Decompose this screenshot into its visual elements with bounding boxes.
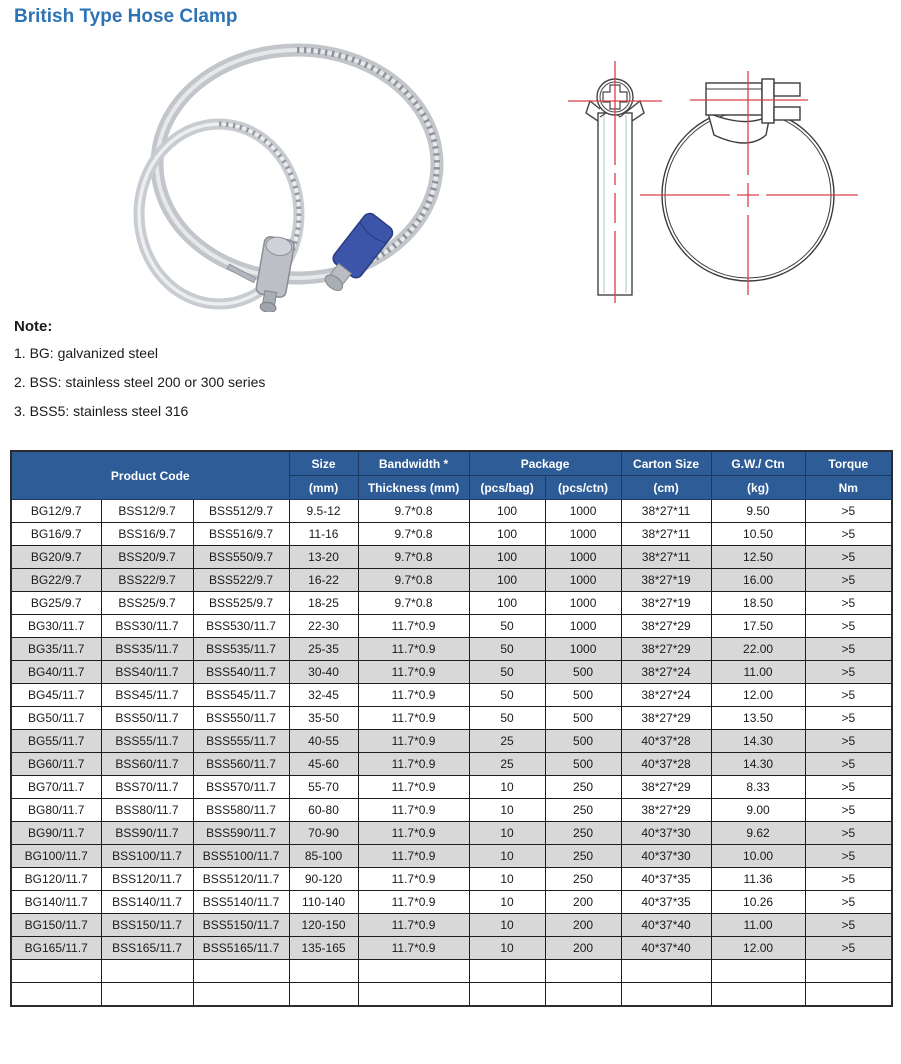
table-empty-row — [11, 960, 892, 983]
table-row — [11, 753, 892, 776]
table-cell: 25 — [469, 730, 545, 753]
table-cell: BG45/11.7 — [11, 684, 101, 707]
table-empty-row — [11, 983, 892, 1007]
table-cell-empty — [289, 983, 358, 1007]
table-cell: 50 — [469, 684, 545, 707]
table-row — [11, 500, 892, 523]
table-cell-empty — [193, 960, 289, 983]
table-row — [11, 776, 892, 799]
table-cell: 11.00 — [711, 914, 805, 937]
table-cell: BG100/11.7 — [11, 845, 101, 868]
table-cell: 18-25 — [289, 592, 358, 615]
table-cell: 11.7*0.9 — [358, 638, 469, 661]
header-package: Package — [469, 451, 621, 476]
table-cell-empty — [621, 983, 711, 1007]
header-bandwidth: Bandwidth * — [358, 451, 469, 476]
table-cell: 38*27*24 — [621, 661, 711, 684]
table-cell: BSS45/11.7 — [101, 684, 193, 707]
table-cell: 200 — [545, 937, 621, 960]
table-cell: >5 — [805, 592, 892, 615]
table-cell: BSS516/9.7 — [193, 523, 289, 546]
table-cell: 11.7*0.9 — [358, 914, 469, 937]
table-cell: >5 — [805, 569, 892, 592]
table-cell: 9.50 — [711, 500, 805, 523]
table-cell: BSS5140/11.7 — [193, 891, 289, 914]
table-cell: >5 — [805, 914, 892, 937]
header-torque: Torque — [805, 451, 892, 476]
table-cell: BG140/11.7 — [11, 891, 101, 914]
table-row — [11, 638, 892, 661]
table-cell: BG150/11.7 — [11, 914, 101, 937]
header-gw-unit: (kg) — [711, 476, 805, 500]
table-cell: 11.7*0.9 — [358, 615, 469, 638]
header-pcs-ctn: (pcs/ctn) — [545, 476, 621, 500]
table-cell: BSS40/11.7 — [101, 661, 193, 684]
table-row — [11, 822, 892, 845]
table-cell: >5 — [805, 615, 892, 638]
table-cell: BSS80/11.7 — [101, 799, 193, 822]
table-cell: 38*27*29 — [621, 615, 711, 638]
table-cell: BSS550/11.7 — [193, 707, 289, 730]
table-cell: BSS522/9.7 — [193, 569, 289, 592]
table-cell: 16.00 — [711, 569, 805, 592]
table-cell: 30-40 — [289, 661, 358, 684]
table-cell: 11.36 — [711, 868, 805, 891]
table-cell: 12.00 — [711, 684, 805, 707]
note-heading: Note: — [14, 318, 53, 335]
table-cell: BG30/11.7 — [11, 615, 101, 638]
table-cell: 11.7*0.9 — [358, 707, 469, 730]
table-cell: BG120/11.7 — [11, 868, 101, 891]
table-cell: BSS55/11.7 — [101, 730, 193, 753]
table-cell: 200 — [545, 891, 621, 914]
table-cell-empty — [101, 983, 193, 1007]
table-cell: 250 — [545, 799, 621, 822]
table-cell-empty — [805, 983, 892, 1007]
table-cell: >5 — [805, 937, 892, 960]
table-cell: BSS70/11.7 — [101, 776, 193, 799]
table-cell: 13.50 — [711, 707, 805, 730]
table-cell-empty — [805, 960, 892, 983]
table-cell: 8.33 — [711, 776, 805, 799]
table-cell: BG25/9.7 — [11, 592, 101, 615]
table-cell: 1000 — [545, 500, 621, 523]
table-row — [11, 523, 892, 546]
table-cell-empty — [621, 960, 711, 983]
header-carton-unit: (cm) — [621, 476, 711, 500]
table-cell-empty — [11, 960, 101, 983]
table-cell: 50 — [469, 661, 545, 684]
table-cell: >5 — [805, 776, 892, 799]
table-cell-empty — [193, 983, 289, 1007]
table-cell: BG90/11.7 — [11, 822, 101, 845]
table-cell: 1000 — [545, 523, 621, 546]
table-cell-empty — [469, 960, 545, 983]
table-cell: BSS570/11.7 — [193, 776, 289, 799]
table-cell: >5 — [805, 707, 892, 730]
table-cell: BSS560/11.7 — [193, 753, 289, 776]
table-row — [11, 730, 892, 753]
table-cell: 60-80 — [289, 799, 358, 822]
table-cell: 10 — [469, 822, 545, 845]
table-cell: 38*27*11 — [621, 523, 711, 546]
header-size: Size — [289, 451, 358, 476]
table-cell: BG16/9.7 — [11, 523, 101, 546]
table-cell: BSS590/11.7 — [193, 822, 289, 845]
table-cell: 500 — [545, 730, 621, 753]
table-cell: BG55/11.7 — [11, 730, 101, 753]
table-row — [11, 799, 892, 822]
table-cell: 38*27*29 — [621, 776, 711, 799]
table-cell: 40*37*30 — [621, 845, 711, 868]
table-cell: 55-70 — [289, 776, 358, 799]
table-cell: 1000 — [545, 569, 621, 592]
table-cell: BSS5150/11.7 — [193, 914, 289, 937]
table-cell: BSS525/9.7 — [193, 592, 289, 615]
table-cell: >5 — [805, 546, 892, 569]
table-cell: 9.7*0.8 — [358, 546, 469, 569]
table-cell: >5 — [805, 661, 892, 684]
table-cell: 10 — [469, 891, 545, 914]
table-cell: 70-90 — [289, 822, 358, 845]
table-cell: 25-35 — [289, 638, 358, 661]
table-cell: BG50/11.7 — [11, 707, 101, 730]
table-cell: >5 — [805, 730, 892, 753]
table-cell: 120-150 — [289, 914, 358, 937]
header-torque-unit: Nm — [805, 476, 892, 500]
table-cell: BSS555/11.7 — [193, 730, 289, 753]
table-cell: BSS35/11.7 — [101, 638, 193, 661]
table-cell: >5 — [805, 523, 892, 546]
table-cell: BSS580/11.7 — [193, 799, 289, 822]
table-cell: 38*27*11 — [621, 500, 711, 523]
table-cell: 11.7*0.9 — [358, 730, 469, 753]
table-cell: 10 — [469, 845, 545, 868]
table-cell-empty — [711, 983, 805, 1007]
header-thickness-unit: Thickness (mm) — [358, 476, 469, 500]
table-cell: 250 — [545, 845, 621, 868]
table-cell: BSS30/11.7 — [101, 615, 193, 638]
table-cell: BSS60/11.7 — [101, 753, 193, 776]
table-cell-empty — [101, 960, 193, 983]
table-cell: 40*37*30 — [621, 822, 711, 845]
table-cell: >5 — [805, 799, 892, 822]
table-cell: 50 — [469, 707, 545, 730]
table-cell: BSS512/9.7 — [193, 500, 289, 523]
table-cell: BG165/11.7 — [11, 937, 101, 960]
table-cell: 11.7*0.9 — [358, 937, 469, 960]
table-cell: 1000 — [545, 592, 621, 615]
table-cell: 10.00 — [711, 845, 805, 868]
header-carton-size: Carton Size — [621, 451, 711, 476]
table-cell: 11.7*0.9 — [358, 822, 469, 845]
table-cell: >5 — [805, 684, 892, 707]
table-cell: 18.50 — [711, 592, 805, 615]
table-cell: 11.7*0.9 — [358, 684, 469, 707]
table-cell: BSS535/11.7 — [193, 638, 289, 661]
table-cell: BSS12/9.7 — [101, 500, 193, 523]
table-cell: BSS16/9.7 — [101, 523, 193, 546]
table-cell: BSS540/11.7 — [193, 661, 289, 684]
table-row — [11, 891, 892, 914]
table-cell: BG20/9.7 — [11, 546, 101, 569]
table-cell: BSS545/11.7 — [193, 684, 289, 707]
table-cell: BSS165/11.7 — [101, 937, 193, 960]
table-cell-empty — [11, 983, 101, 1007]
table-cell: 14.30 — [711, 753, 805, 776]
table-cell: 85-100 — [289, 845, 358, 868]
table-cell: 14.30 — [711, 730, 805, 753]
hose-clamp-photo-icon — [115, 40, 445, 312]
table-cell: 11.7*0.9 — [358, 845, 469, 868]
table-cell: 135-165 — [289, 937, 358, 960]
table-cell: 40-55 — [289, 730, 358, 753]
table-cell: 500 — [545, 684, 621, 707]
table-cell: 10.26 — [711, 891, 805, 914]
table-cell: BSS120/11.7 — [101, 868, 193, 891]
table-cell-empty — [469, 983, 545, 1007]
table-cell: 9.62 — [711, 822, 805, 845]
header-size-unit: (mm) — [289, 476, 358, 500]
table-cell: 40*37*28 — [621, 730, 711, 753]
note-item-2: 2. BSS: stainless steel 200 or 300 series — [14, 374, 266, 390]
table-cell: 38*27*19 — [621, 569, 711, 592]
table-cell-empty — [289, 960, 358, 983]
table-cell: 250 — [545, 776, 621, 799]
table-cell: 40*37*35 — [621, 891, 711, 914]
table-cell: 1000 — [545, 615, 621, 638]
table-cell: BSS50/11.7 — [101, 707, 193, 730]
spec-table — [10, 450, 893, 1007]
table-cell: 38*27*24 — [621, 684, 711, 707]
table-cell: 110-140 — [289, 891, 358, 914]
table-row — [11, 868, 892, 891]
table-cell: 9.5-12 — [289, 500, 358, 523]
note-item-3: 3. BSS5: stainless steel 316 — [14, 403, 189, 419]
table-cell: BSS90/11.7 — [101, 822, 193, 845]
table-cell: 50 — [469, 638, 545, 661]
table-cell: 100 — [469, 500, 545, 523]
table-cell: 16-22 — [289, 569, 358, 592]
table-cell: 9.7*0.8 — [358, 500, 469, 523]
table-cell: BSS22/9.7 — [101, 569, 193, 592]
table-cell: 100 — [469, 523, 545, 546]
table-row — [11, 707, 892, 730]
table-cell: 500 — [545, 707, 621, 730]
table-cell: 100 — [469, 546, 545, 569]
table-cell-empty — [711, 960, 805, 983]
table-cell: BSS5100/11.7 — [193, 845, 289, 868]
table-cell: >5 — [805, 868, 892, 891]
note-item-1: 1. BG: galvanized steel — [14, 345, 158, 361]
header-product-code: Product Code — [11, 451, 289, 500]
table-cell: 90-120 — [289, 868, 358, 891]
table-cell: 9.7*0.8 — [358, 592, 469, 615]
table-cell-empty — [545, 960, 621, 983]
table-cell: 10 — [469, 799, 545, 822]
table-row — [11, 661, 892, 684]
table-cell: 50 — [469, 615, 545, 638]
table-cell: >5 — [805, 500, 892, 523]
table-cell: BG70/11.7 — [11, 776, 101, 799]
table-cell-empty — [545, 983, 621, 1007]
table-cell: 1000 — [545, 546, 621, 569]
table-cell: BSS140/11.7 — [101, 891, 193, 914]
table-cell-empty — [358, 983, 469, 1007]
product-photo — [115, 40, 445, 312]
header-pcs-bag: (pcs/bag) — [469, 476, 545, 500]
table-cell: 11.7*0.9 — [358, 868, 469, 891]
table-row — [11, 569, 892, 592]
table-cell: BG60/11.7 — [11, 753, 101, 776]
table-cell: 38*27*29 — [621, 707, 711, 730]
technical-drawing — [540, 55, 900, 307]
table-cell: 40*37*28 — [621, 753, 711, 776]
table-cell: >5 — [805, 891, 892, 914]
table-cell: 12.50 — [711, 546, 805, 569]
table-row — [11, 546, 892, 569]
table-cell: >5 — [805, 638, 892, 661]
table-cell: 9.00 — [711, 799, 805, 822]
table-cell: 11.7*0.9 — [358, 661, 469, 684]
table-row — [11, 615, 892, 638]
table-cell: 17.50 — [711, 615, 805, 638]
table-cell: 250 — [545, 822, 621, 845]
table-cell: 11.7*0.9 — [358, 799, 469, 822]
table-cell: 35-50 — [289, 707, 358, 730]
table-cell: 11.7*0.9 — [358, 753, 469, 776]
table-cell: BG80/11.7 — [11, 799, 101, 822]
table-cell: 40*37*35 — [621, 868, 711, 891]
note-block — [14, 318, 265, 432]
page-title: British Type Hose Clamp — [14, 6, 238, 27]
table-cell: 38*27*19 — [621, 592, 711, 615]
table-cell: 10 — [469, 914, 545, 937]
table-cell: 500 — [545, 753, 621, 776]
table-cell: BG12/9.7 — [11, 500, 101, 523]
table-row — [11, 937, 892, 960]
table-row — [11, 592, 892, 615]
table-cell: 9.7*0.8 — [358, 523, 469, 546]
table-cell: BG40/11.7 — [11, 661, 101, 684]
table-cell: 100 — [469, 592, 545, 615]
table-cell: 10 — [469, 937, 545, 960]
table-cell: BSS550/9.7 — [193, 546, 289, 569]
table-cell: 13-20 — [289, 546, 358, 569]
table-cell: BSS100/11.7 — [101, 845, 193, 868]
table-cell: 38*27*29 — [621, 638, 711, 661]
table-cell: >5 — [805, 753, 892, 776]
table-cell: BSS20/9.7 — [101, 546, 193, 569]
table-row — [11, 684, 892, 707]
table-cell: 38*27*11 — [621, 546, 711, 569]
table-cell: BSS150/11.7 — [101, 914, 193, 937]
table-cell: 11.7*0.9 — [358, 776, 469, 799]
table-cell: 12.00 — [711, 937, 805, 960]
table-cell: 100 — [469, 569, 545, 592]
table-cell-empty — [358, 960, 469, 983]
table-cell: 38*27*29 — [621, 799, 711, 822]
table-cell: >5 — [805, 822, 892, 845]
table-cell: 22-30 — [289, 615, 358, 638]
hose-clamp-drawing-icon — [540, 55, 900, 307]
table-cell: 10 — [469, 776, 545, 799]
table-cell: 10 — [469, 868, 545, 891]
table-cell: 25 — [469, 753, 545, 776]
table-cell: 9.7*0.8 — [358, 569, 469, 592]
table-cell: BSS530/11.7 — [193, 615, 289, 638]
table-cell: 1000 — [545, 638, 621, 661]
table-cell: 10.50 — [711, 523, 805, 546]
table-cell: >5 — [805, 845, 892, 868]
table-cell: BSS25/9.7 — [101, 592, 193, 615]
table-cell: BG35/11.7 — [11, 638, 101, 661]
table-cell: 11.7*0.9 — [358, 891, 469, 914]
table-cell: BSS5165/11.7 — [193, 937, 289, 960]
table-row — [11, 845, 892, 868]
table-cell: BSS5120/11.7 — [193, 868, 289, 891]
table-row — [11, 914, 892, 937]
table-cell: 250 — [545, 868, 621, 891]
table-cell: 45-60 — [289, 753, 358, 776]
header-gw-ctn: G.W./ Ctn — [711, 451, 805, 476]
table-cell: 22.00 — [711, 638, 805, 661]
table-cell: 11.00 — [711, 661, 805, 684]
table-cell: 500 — [545, 661, 621, 684]
table-cell: 200 — [545, 914, 621, 937]
table-cell: 32-45 — [289, 684, 358, 707]
table-cell: BG22/9.7 — [11, 569, 101, 592]
table-cell: 40*37*40 — [621, 914, 711, 937]
table-cell: 40*37*40 — [621, 937, 711, 960]
table-cell: 11-16 — [289, 523, 358, 546]
